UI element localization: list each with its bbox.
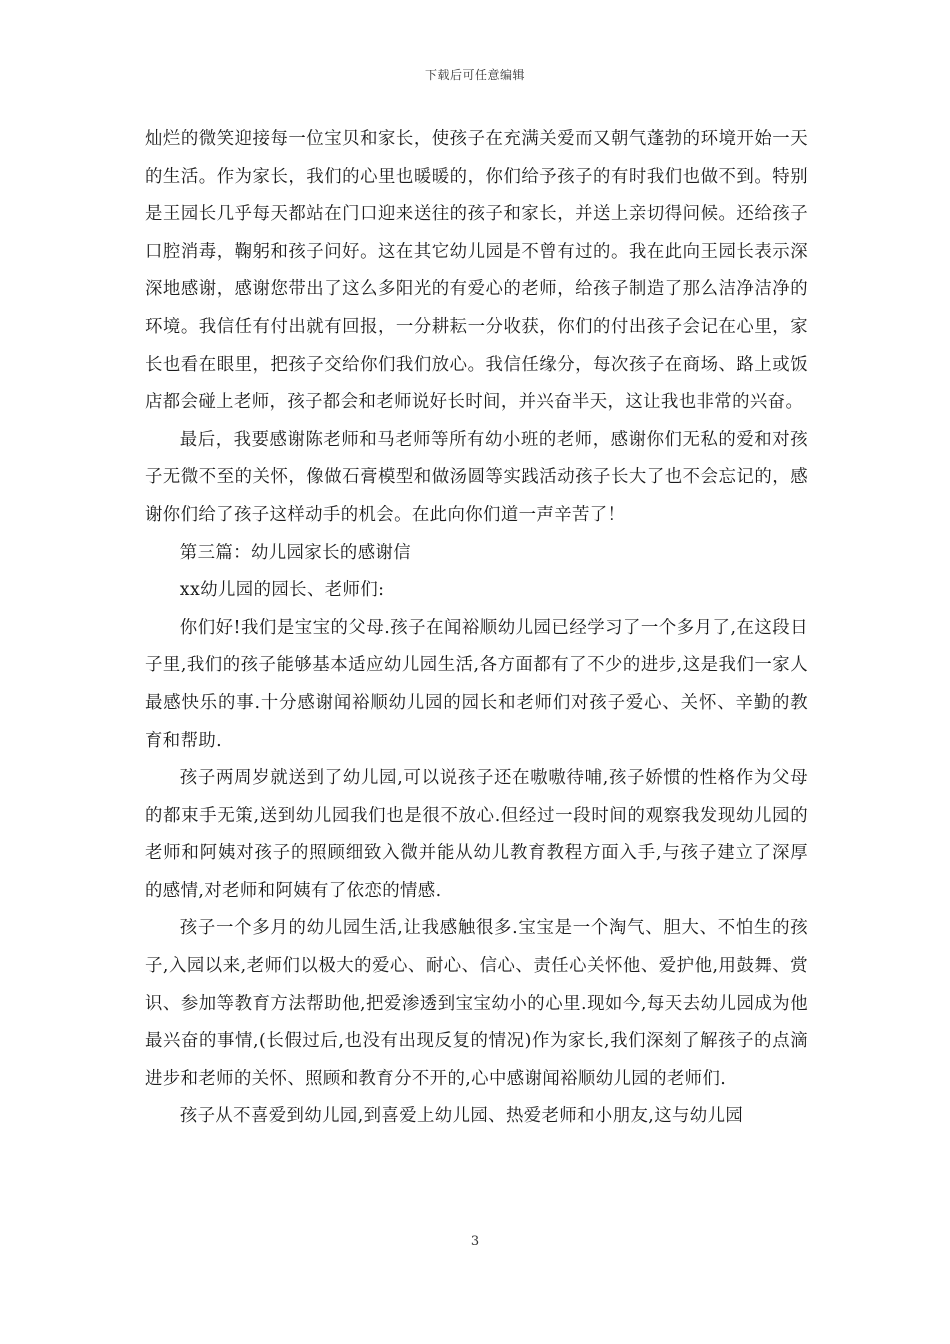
paragraph-2: 最后，我要感谢陈老师和马老师等所有幼小班的老师，感谢你们无私的爱和对孩子无微不至的关怀，像做石膏模型和做汤圆等实践活动孩子长大了也不会忘记的，感谢你们给了孩子这样动手的机会。在此向你们道一声辛苦了！ [145,429,808,525]
paragraph-6: 孩子从不喜爱到幼儿园,到喜爱上幼儿园、热爱老师和小朋友,这与幼儿园 [179,1106,744,1127]
paragraph-5: 孩子一个多月的幼儿园生活,让我感触很多.宝宝是一个淘气、胆大、不怕生的孩子,入园以来,老师们以极大的爱心、耐心、信心、责任心关怀他、爱护他,用鼓舞、赏识、参加等教育方法帮助他,把爱渗透到宝宝幼小的心里.现如今,每天去幼儿园成为他最兴奋的事情,(长假过后,也没有出现反复的情况)作为家长,我们深刻了解孩子的点滴进步和老师的关怀、照顾和教育分不开的,心中感谢闻裕顺幼儿园的老师们. [145,918,808,1089]
paragraph-3: 你们好!我们是宝宝的父母.孩子在闻裕顺幼儿园已经学习了一个多月了,在这段日子里,我们的孩子能够基本适应幼儿园生活,各方面都有了不少的进步,这是我们一家人最感快乐的事.十分感谢闻裕顺幼儿园的园长和老师们对孩子爱心、关怀、辛勤的教育和帮助. [145,617,808,751]
page-header-note: 下载后可任意编辑 [424,68,525,82]
page-number: 3 [470,1234,480,1249]
paragraph-1: 灿烂的微笑迎接每一位宝贝和家长，使孩子在充满关爱而又朝气蓬勃的环境开始一天的生活。作为家长，我们的心里也暖暖的，你们给予孩子的有时我们也做不到。特别是王园长几乎每天都站在门口迎来送往的孩子和家长，并送上亲切得问候。还给孩子口腔消毒，鞠躬和孩子问好。这在其它幼儿园是不曾有过的。我在此向王园长表示深深地感谢，感谢您带出了这么多阳光的有爱心的老师，给孩子制造了那么洁净洁净的环境。我信任有付出就有回报，一分耕耘一分收获，你们的付出孩子会记在心里，家长也看在眼里，把孩子交给你们我们放心。我信任缘分，每次孩子在商场、路上或饭店都会碰上老师，孩子都会和老师说好长时间，并兴奋半天，这让我也非常的兴奋。 [145,129,808,413]
section-heading: 第三篇：幼儿园家长的感谢信 [179,542,412,563]
paragraph-4: 孩子两周岁就送到了幼儿园,可以说孩子还在嗷嗷待哺,孩子娇惯的性格作为父母的都束手无策,送到幼儿园我们也是很不放心.但经过一段时间的观察我发现幼儿园的老师和阿姨对孩子的照顾细致入微并能从幼儿教育教程方面入手,与孩子建立了深厚的感情,对老师和阿姨有了依恋的情感. [145,768,808,901]
document-body [145,121,808,1136]
letter-salutation: xx幼儿园的园长、老师们: [179,580,385,601]
